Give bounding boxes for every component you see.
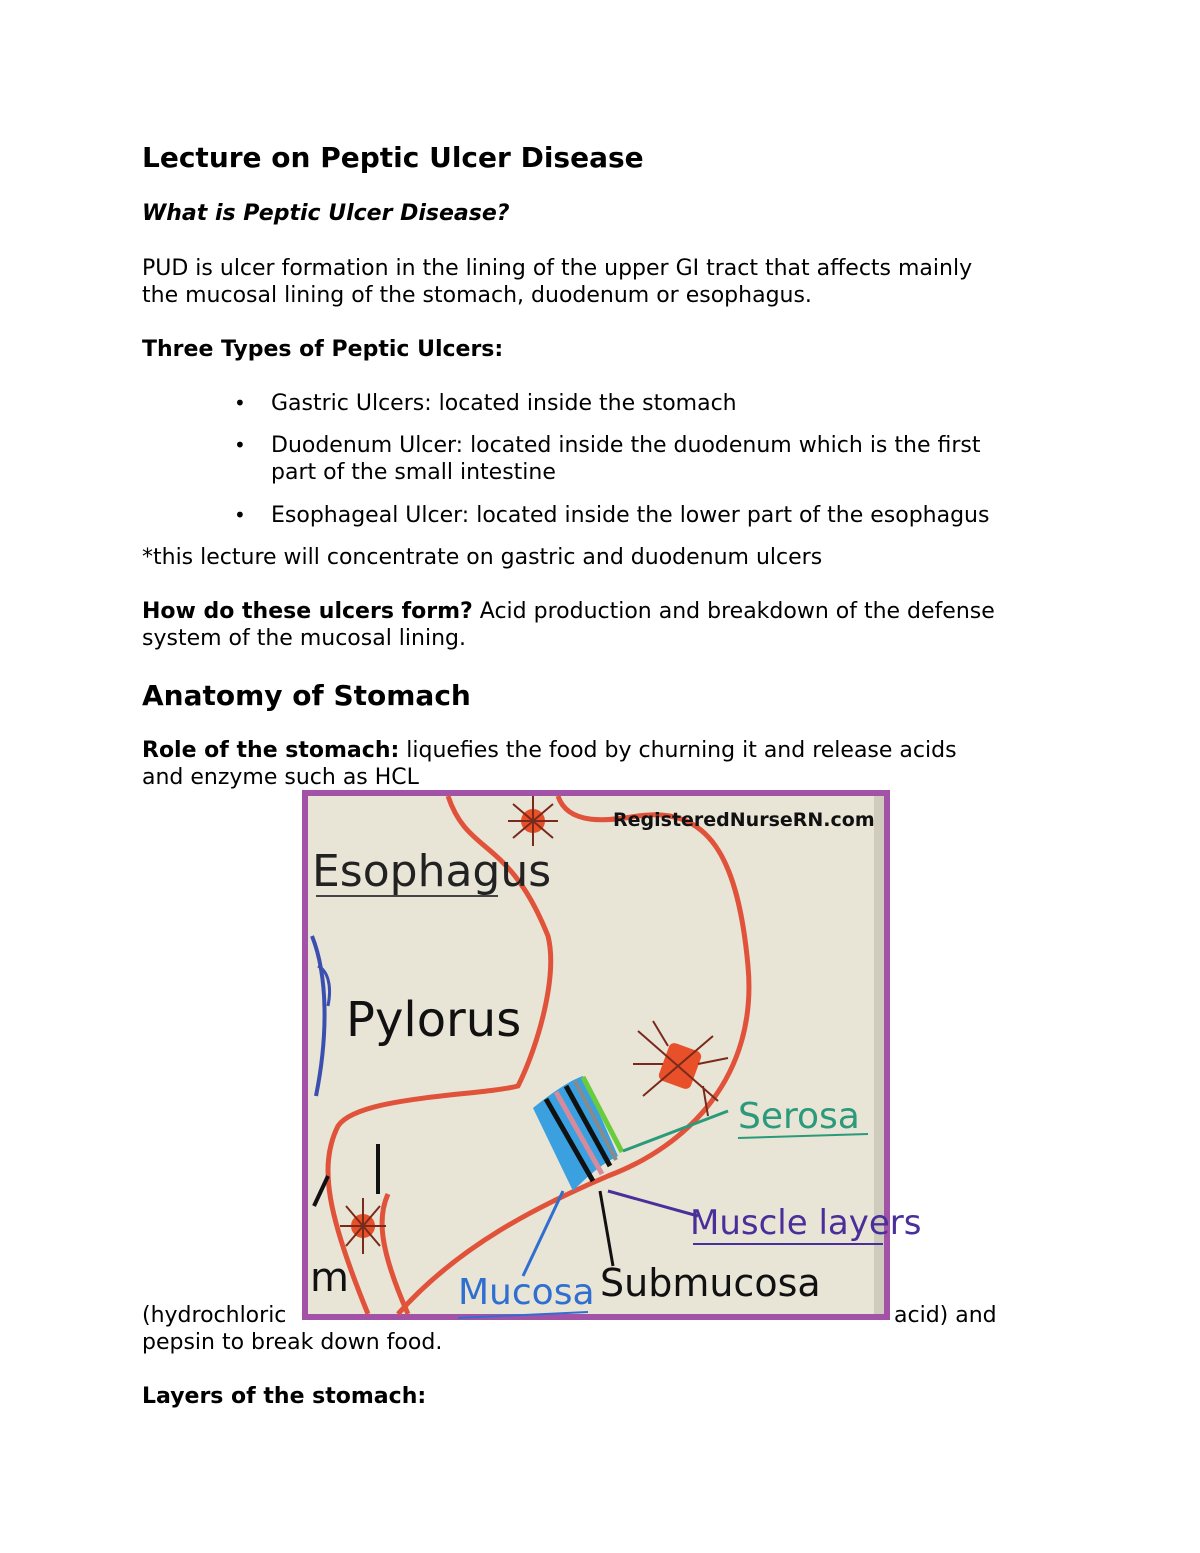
hcl-text-left: (hydrochloric <box>142 1303 287 1328</box>
bullet-duodenum-line-1: Duodenum Ulcer: located inside the duodenum which is the first <box>271 433 981 458</box>
bullet-marker: • <box>234 433 246 457</box>
stomach-role-text: liquefies the food by churning it and release acids <box>399 738 957 763</box>
pepsin-line: pepsin to break down food. <box>142 1330 443 1355</box>
stomach-role-line-2: and enzyme such as HCL <box>142 765 419 790</box>
stomach-role-label: Role of the stomach: <box>142 738 400 763</box>
bullet-esophageal: Esophageal Ulcer: located inside the lower part of the esophagus <box>271 503 990 528</box>
bacteria-body <box>657 1041 703 1090</box>
bacteria-legs <box>340 1198 386 1254</box>
anatomy-heading: Anatomy of Stomach <box>142 679 471 712</box>
label-submucosa: Submucosa <box>600 1261 821 1305</box>
hcl-text-right: acid) and <box>894 1303 997 1328</box>
document-title: Lecture on Peptic Ulcer Disease <box>142 141 644 174</box>
label-muscle-layers: Muscle layers <box>690 1203 922 1243</box>
bullet-marker: • <box>234 391 246 415</box>
mucosa-layer-fill <box>533 1076 618 1191</box>
blue-vessel <box>312 936 325 1096</box>
types-heading: Three Types of Peptic Ulcers: <box>142 337 504 362</box>
bullet-gastric: Gastric Ulcers: located inside the stomach <box>271 391 737 416</box>
bacteria-legs <box>508 796 558 846</box>
pylorus-outline <box>382 1194 408 1314</box>
ulcer-formation-question: How do these ulcers form? <box>142 599 473 624</box>
ulcer-formation-answer: Acid production and breakdown of the defense <box>472 599 995 624</box>
label-serosa: Serosa <box>738 1096 860 1137</box>
pointer-line <box>314 1176 328 1206</box>
label-esophagus: Esophagus <box>312 846 552 897</box>
pud-definition-line-2: the mucosal lining of the stomach, duodenum or esophagus. <box>142 283 812 308</box>
stomach-role-line-1 <box>142 737 957 764</box>
label-cut-off: m <box>310 1255 349 1301</box>
label-mucosa: Mucosa <box>458 1272 595 1313</box>
bullet-marker: • <box>234 503 246 527</box>
bacteria-bottom <box>340 1198 386 1254</box>
ulcer-formation-line-2: system of the mucosal lining. <box>142 626 466 651</box>
lecture-note: *this lecture will concentrate on gastric and duodenum ulcers <box>142 545 823 570</box>
watermark: RegisteredNurseRN.com <box>613 809 875 831</box>
bullet-duodenum-line-2: part of the small intestine <box>271 460 556 485</box>
serosa-pointer-line <box>623 1111 728 1151</box>
submucosa-pointer-line <box>600 1191 613 1266</box>
layers-heading: Layers of the stomach: <box>142 1384 427 1409</box>
ulcer-formation-line-1 <box>142 598 995 625</box>
bacteria-top <box>508 796 558 846</box>
muscle-pointer-line <box>608 1191 698 1216</box>
label-pylorus: Pylorus <box>346 992 522 1048</box>
pud-definition-line-1: PUD is ulcer formation in the lining of the upper GI tract that affects mainly <box>142 256 973 281</box>
stomach-diagram <box>308 796 922 1314</box>
stomach-layers-figure <box>302 790 922 1320</box>
section-question: What is Peptic Ulcer Disease? <box>142 201 510 226</box>
